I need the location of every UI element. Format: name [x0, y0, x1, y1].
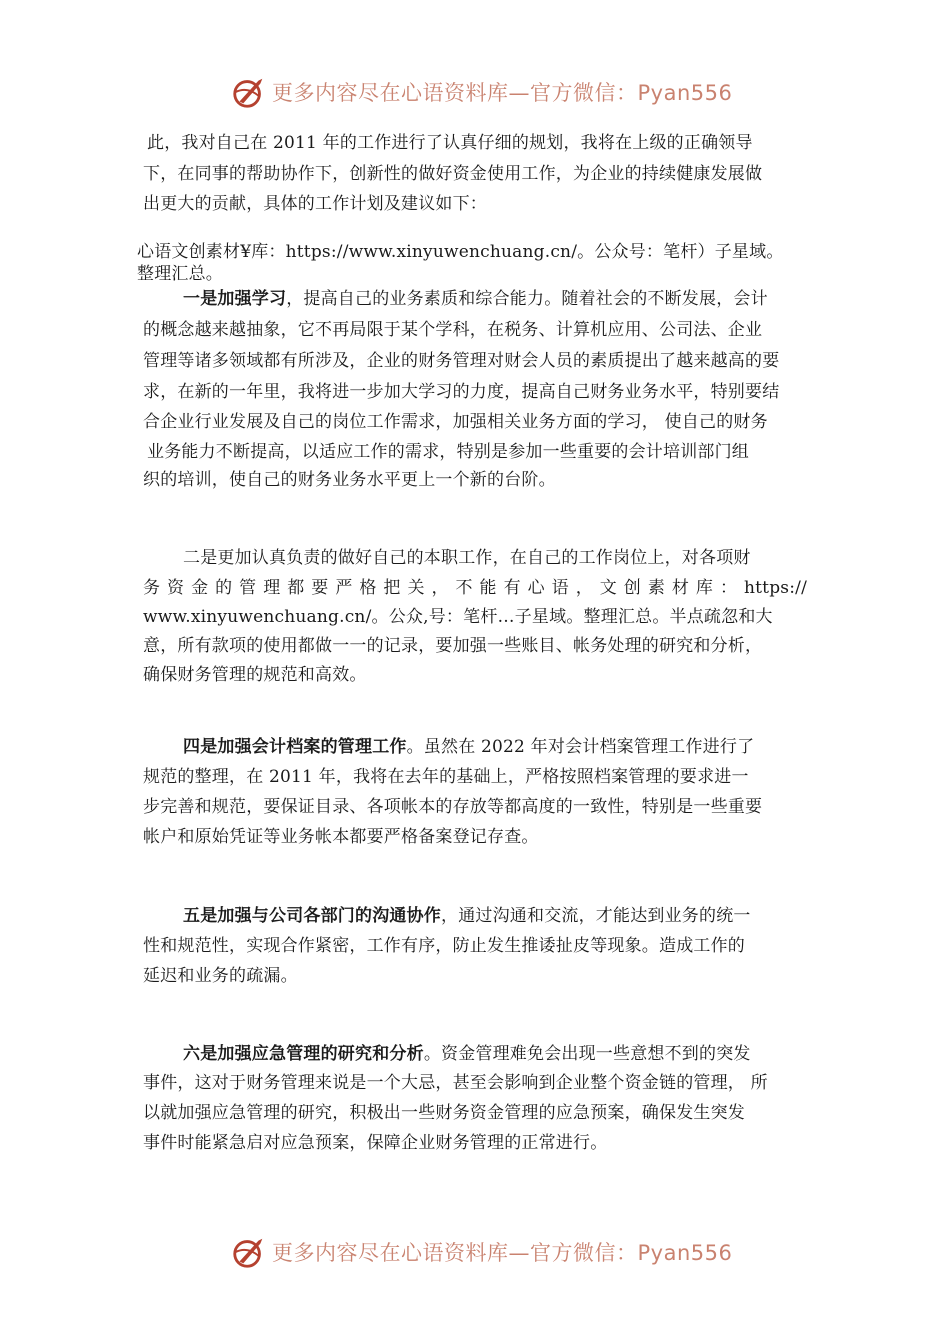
text-line: 出更大的贡献，具体的工作计划及建议如下： [143, 194, 487, 214]
text-line: 务资金的管理都要严格把关，不能有心语，文创素材库：https:// [143, 578, 807, 598]
banner-text: 更多内容尽在心语资料库—官方微信：Pyan556 [272, 81, 733, 105]
text-line: 意，所有款项的使用都做一一的记录，要加强一些账目、帐务处理的研究和分析， [143, 636, 763, 656]
quill-logo-icon [230, 73, 268, 111]
text-line: 织的培训，使自己的财务业务水平更上一个新的台阶。 [143, 470, 556, 490]
text-line: 的概念越来越抽象，它不再局限于某个学科，在税务、计算机应用、公司法、企业 [143, 320, 763, 340]
text-line: 整理汇总。 [137, 264, 223, 284]
text-line: 下，在同事的帮助协作下，创新性的做好资金使用工作，为企业的持续健康发展做 [143, 164, 763, 184]
text-line: www.xinyuwenchuang.cn/。公众,号：笔杆…子星域。整理汇总。半点疏忽和大 [143, 607, 773, 627]
header-banner [230, 72, 732, 112]
text-line: 步完善和规范，要保证目录、各项帐本的存放等都高度的一致性，特别是一些重要 [143, 797, 763, 817]
text-line: 心语文创素材¥库：https://www.xinyuwenchuang.cn/。公众号：笔杆）子星域。 [137, 242, 784, 262]
text-line: 确保财务管理的规范和高效。 [143, 665, 367, 685]
text-line: 求，在新的一年里，我将进一步加大学习的力度，提高自己财务业务水平，特别要结 [143, 382, 780, 402]
paragraph-first-line: 四是加强会计档案的管理工作。虽然在 2022 年对会计档案管理工作进行了 [183, 737, 755, 757]
footer-banner [230, 1232, 732, 1272]
paragraph-heading: 四是加强会计档案的管理工作 [183, 737, 407, 757]
text-line: 管理等诸多领域都有所涉及，企业的财务管理对财会人员的素质提出了越来越高的要 [143, 351, 780, 371]
quill-logo-icon [230, 1233, 268, 1271]
paragraph-first-line: 五是加强与公司各部门的沟通协作，通过沟通和交流，才能达到业务的统一 [183, 906, 751, 926]
text-line: 合企业行业发展及自己的岗位工作需求，加强相关业务方面的学习， 使自己的财务 [143, 412, 768, 432]
paragraph-first-line: 六是加强应急管理的研究和分析。资金管理难免会出现一些意想不到的突发 [183, 1044, 751, 1064]
paragraph-first-line: 一是加强学习，提高自己的业务素质和综合能力。随着社会的不断发展，会计 [183, 289, 768, 309]
text-line: 规范的整理，在 2011 年，我将在去年的基础上，严格按照档案管理的要求进一 [143, 767, 749, 787]
paragraph-heading: 六是加强应急管理的研究和分析 [183, 1044, 424, 1064]
text-line: 以就加强应急管理的研究，积极出一些财务资金管理的应急预案，确保发生突发 [143, 1103, 745, 1123]
text-line: 性和规范性，实现合作紧密，工作有序，防止发生推诿扯皮等现象。造成工作的 [143, 936, 745, 956]
text-line: 二是更加认真负责的做好自己的本职工作，在自己的工作岗位上，对各项财 [183, 548, 751, 568]
text-line: 业务能力不断提高，以适应工作的需求，特别是参加一些重要的会计培训部门组 [147, 442, 749, 462]
text-line: 帐户和原始凭证等业务帐本都要严格备案登记存查。 [143, 827, 539, 847]
text-line: 事件，这对于财务管理来说是一个大忌，甚至会影响到企业整个资金链的管理， 所 [143, 1073, 768, 1093]
paragraph-heading: 五是加强与公司各部门的沟通协作 [183, 906, 441, 926]
banner-text: 更多内容尽在心语资料库—官方微信：Pyan556 [272, 1241, 733, 1265]
text-line: 延迟和业务的疏漏。 [143, 966, 298, 986]
text-line: 事件时能紧急启对应急预案，保障企业财务管理的正常进行。 [143, 1133, 608, 1153]
paragraph-heading: 一是加强学习 [183, 289, 287, 309]
text-line: 此，我对自己在 2011 年的工作进行了认真仔细的规划，我将在上级的正确领导 [147, 133, 753, 153]
